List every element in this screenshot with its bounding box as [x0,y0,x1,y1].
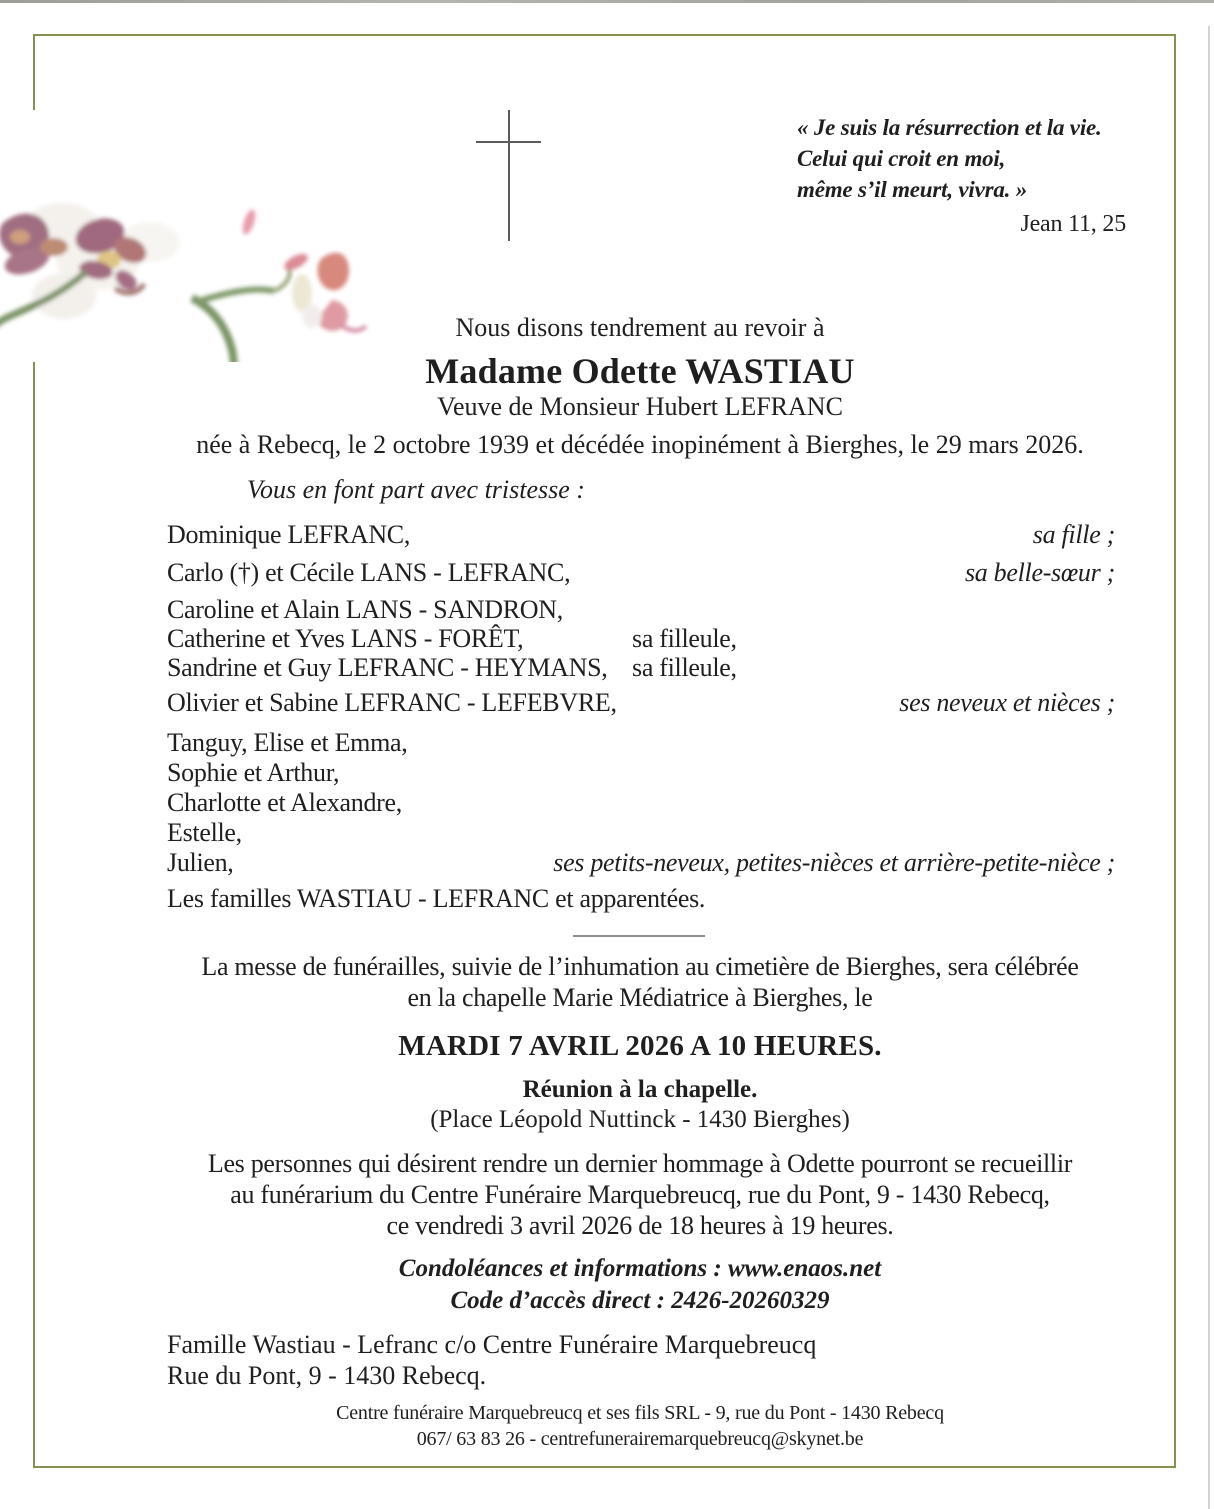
visitation-line-2: au funérarium du Centre Funéraire Marquebreucq, rue du Pont, 9 - 1430 Rebecq, [230,1180,1050,1209]
quote-line-3: même s’il meurt, vivra. » [797,177,1028,202]
section-divider [573,935,705,937]
ceremony-line-2: en la chapelle Marie Médiatrice à Bierghes, le [407,983,873,1012]
family-member-names: Sophie et Arthur, [167,758,340,787]
family-member-names: Caroline et Alain LANS - SANDRON, [167,595,563,624]
family-row [167,818,1115,848]
family-row [167,788,1115,818]
relation-mid-label: sa filleule, [632,624,737,653]
contact-line-2: Rue du Pont, 9 - 1430 Rebecq. [167,1361,487,1390]
relation-label: ses petits-neveux, petites-nièces et arrière-petite-nièce ; [553,848,1115,877]
family-member-names: Dominique LEFRANC, [167,520,411,549]
family-member-names: Catherine et Yves LANS - FORÊT, [167,624,524,653]
relation-mid-label: sa filleule, [632,653,737,682]
family-member-names: Julien, [167,848,234,877]
footer-line-2: 067/ 63 83 26 - centrefunerairemarquebreucq@skynet.be [416,1428,864,1450]
family-member-names: Olivier et Sabine LEFRANC - LEFEBVRE, [167,688,617,717]
family-row [167,624,1115,654]
family-member-names: Carlo (†) et Cécile LANS - LEFRANC, [167,558,571,587]
ceremony-datetime: MARDI 7 AVRIL 2026 A 10 HEURES. [398,1030,882,1062]
family-row [167,758,1115,788]
birth-death-line: née à Rebecq, le 2 octobre 1939 et décédée inopinément à Bierghes, le 29 mars 2026. [196,430,1084,459]
contact-line-1: Famille Wastiau - Lefranc c/o Centre Funéraire Marquebreucq [167,1330,817,1359]
family-row [167,688,1115,718]
deceased-name: Madame Odette WASTIAU [425,351,855,391]
ceremony-meeting: Réunion à la chapelle. [522,1076,758,1103]
family-row [167,558,1115,588]
quote-line-1: « Je suis la résurrection et la vie. [797,115,1102,140]
bible-quote [797,112,1130,240]
ceremony-address: (Place Léopold Nuttinck - 1430 Bierghes) [430,1106,850,1133]
intro-line: Nous disons tendrement au revoir à [455,313,825,342]
visitation-line-3: ce vendredi 3 avril 2026 de 18 heures à 19 heures. [386,1211,894,1240]
scan-edge-top [0,0,1214,3]
family-row [167,848,1115,878]
family-row [167,653,1115,683]
condolence-access-code: Code d’accès direct : 2426-20260329 [450,1287,830,1314]
families-line: Les familles WASTIAU - LEFRANC et apparentées. [167,884,706,913]
relation-label: ses neveux et nièces ; [899,688,1115,717]
family-member-names: Estelle, [167,818,242,847]
family-member-names: Tanguy, Elise et Emma, [167,728,408,757]
relation-label: sa fille ; [1032,520,1115,549]
footer-line-1: Centre funéraire Marquebreucq et ses fils SRL - 9, rue du Pont - 1430 Rebecq [336,1402,944,1424]
cross-horizontal-bar [476,141,541,143]
condolence-info: Condoléances et informations : www.enaos.net [398,1255,882,1282]
relation-label: sa belle-sœur ; [964,558,1115,587]
family-member-names: Sandrine et Guy LEFRANC - HEYMANS, [167,653,608,682]
quote-line-2: Celui qui croit en moi, [797,146,1006,171]
ceremony-line-1: La messe de funérailles, suivie de l’inhumation au cimetière de Bierghes, sera célébrée [201,952,1079,981]
deceased-subtitle: Veuve de Monsieur Hubert LEFRANC [437,392,843,421]
visitation-line-1: Les personnes qui désirent rendre un dernier hommage à Odette pourront se recueillir [207,1149,1073,1178]
family-row [167,595,1115,625]
family-row [167,520,1115,550]
family-row [167,728,1115,758]
announcement-lead: Vous en font part avec tristesse : [247,475,585,504]
family-member-names: Charlotte et Alexandre, [167,788,402,817]
quote-attribution: Jean 11, 25 [1020,211,1126,237]
cross-vertical-bar [508,110,510,241]
